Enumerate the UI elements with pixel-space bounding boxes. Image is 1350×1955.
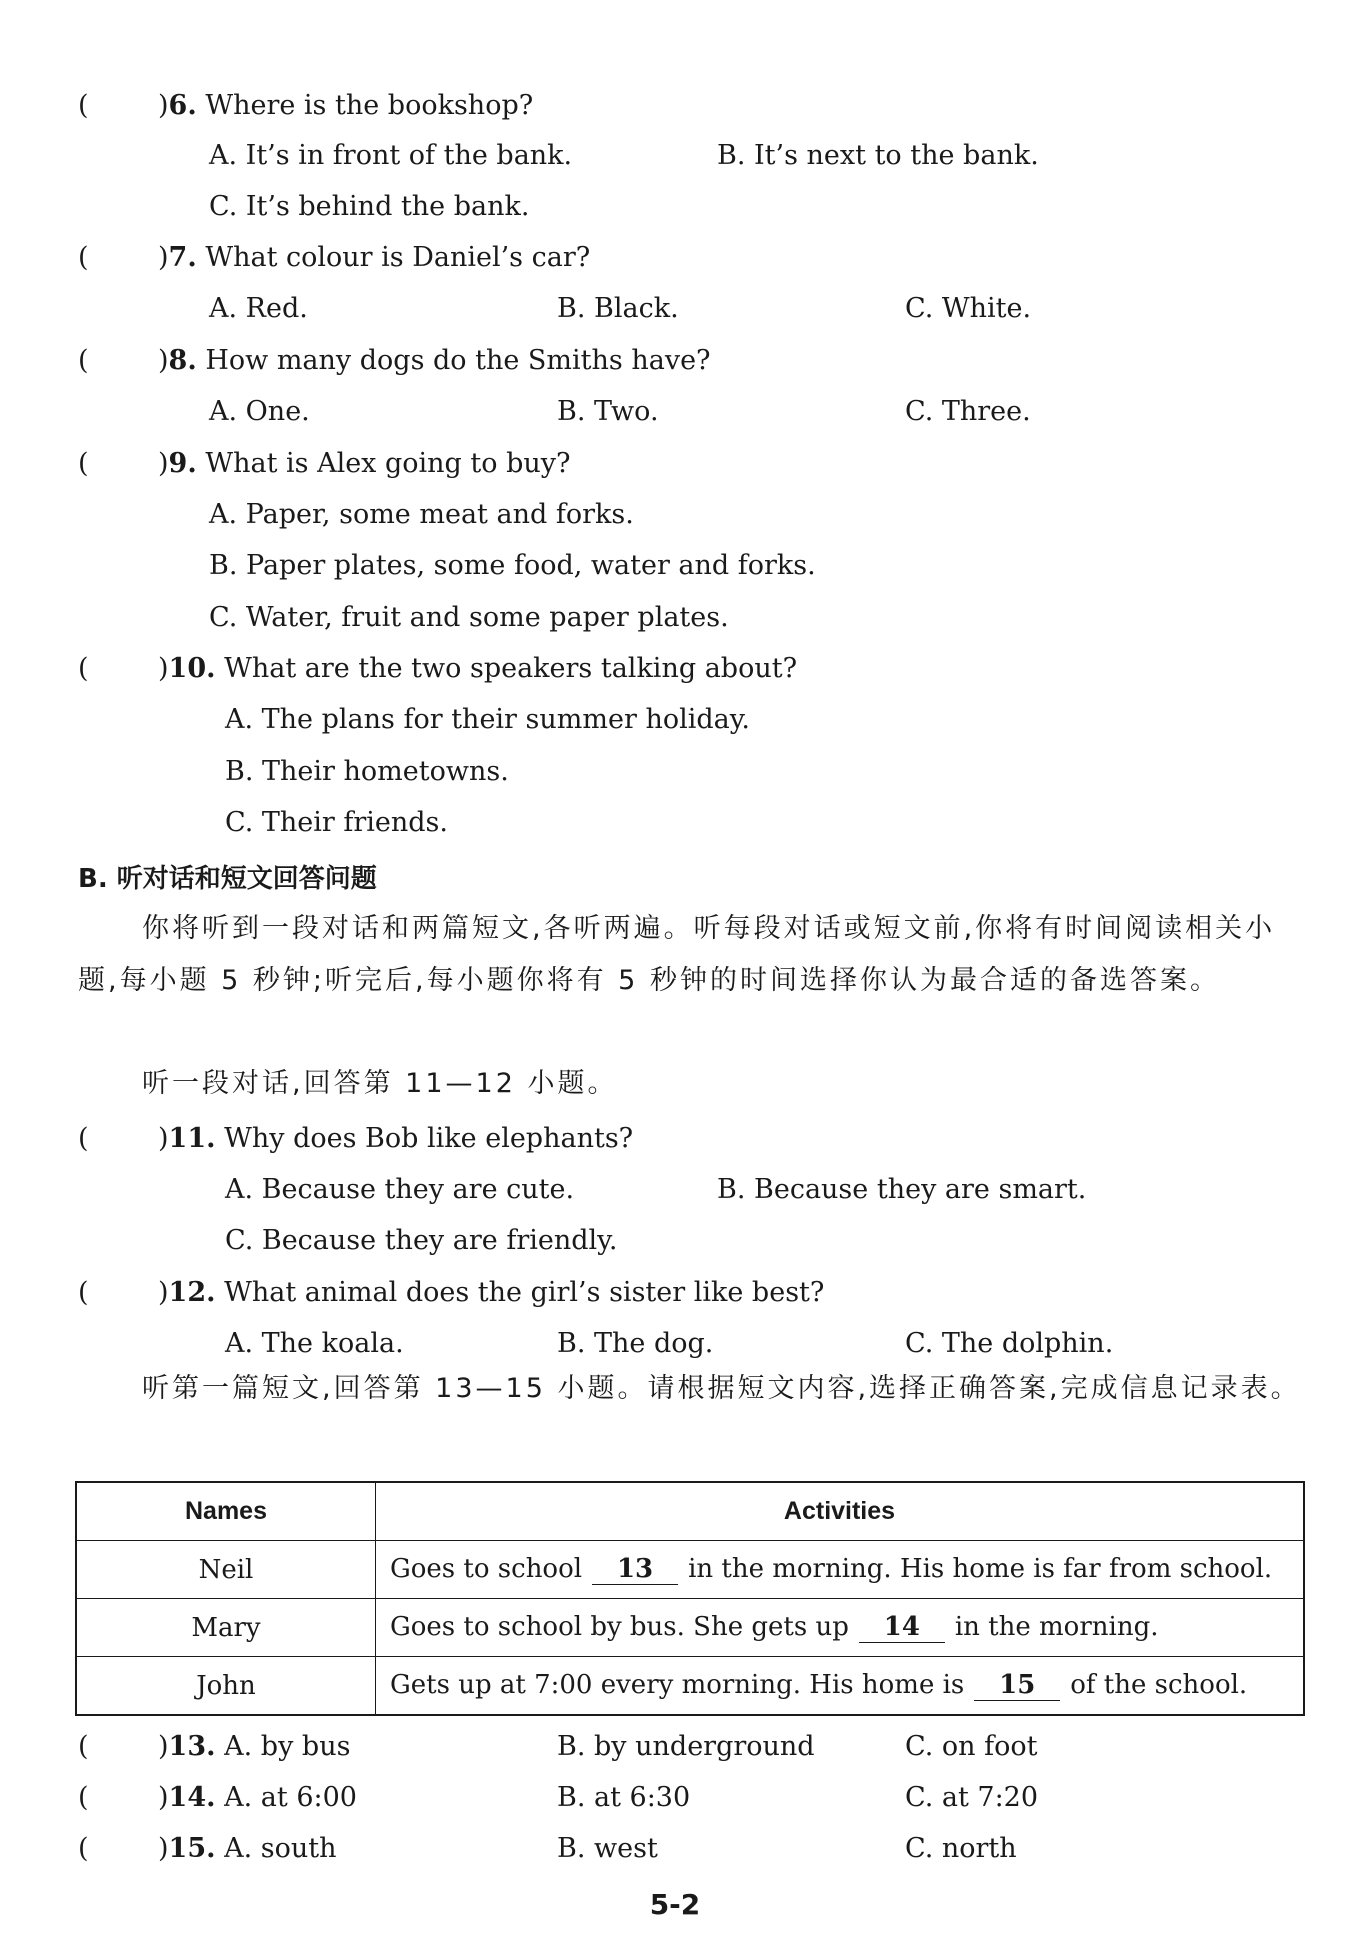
question-number: 11. bbox=[168, 1123, 216, 1154]
question-text: What animal does the girl’s sister like best? bbox=[224, 1277, 825, 1308]
option: A. at 6:00 bbox=[224, 1782, 357, 1813]
name-cell: John bbox=[76, 1657, 376, 1716]
answer-paren-open: ( bbox=[78, 1731, 89, 1762]
question-14: )14. A. at 6:00 bbox=[158, 1782, 357, 1813]
table-row bbox=[76, 1657, 1304, 1716]
option: A. It’s in front of the bank. bbox=[209, 140, 573, 171]
page-number: 5-2 bbox=[649, 1888, 701, 1921]
option: A. south bbox=[224, 1833, 337, 1864]
column-header-activities: Activities bbox=[376, 1482, 1305, 1541]
question-text: What are the two speakers talking about? bbox=[224, 653, 798, 684]
option: C. on foot bbox=[905, 1731, 1038, 1762]
question-number: 12. bbox=[168, 1277, 216, 1308]
table-row bbox=[76, 1541, 1304, 1599]
name-cell: Mary bbox=[76, 1599, 376, 1657]
answer-paren-open: ( bbox=[78, 653, 89, 684]
option: C. The dolphin. bbox=[905, 1328, 1114, 1359]
option: B. The dog. bbox=[557, 1328, 714, 1359]
activity-cell: Goes to school by bus. She gets up 14 in the morning. bbox=[376, 1599, 1305, 1657]
answer-blank: 15 bbox=[974, 1670, 1060, 1701]
passage-intro: 听第一篇短文,回答第 13—15 小题。请根据短文内容,选择正确答案,完成信息记录表。 bbox=[142, 1373, 1301, 1404]
option: B. Their hometowns. bbox=[225, 756, 509, 787]
question-15: )15. A. south bbox=[158, 1833, 337, 1864]
answer-paren-open: ( bbox=[78, 1277, 89, 1308]
answer-paren-open: ( bbox=[78, 90, 89, 121]
question-text: How many dogs do the Smiths have? bbox=[205, 345, 711, 376]
answer-paren-open: ( bbox=[78, 1123, 89, 1154]
question-7: )7. What colour is Daniel’s car? bbox=[158, 242, 591, 273]
option: A. One. bbox=[209, 396, 310, 427]
option: B. Two. bbox=[557, 396, 659, 427]
option: A. The koala. bbox=[225, 1328, 404, 1359]
question-12: )12. What animal does the girl’s sister like best? bbox=[158, 1277, 825, 1308]
question-text: What colour is Daniel’s car? bbox=[205, 242, 591, 273]
question-10: )10. What are the two speakers talking about? bbox=[158, 653, 798, 684]
question-number: 13. bbox=[168, 1731, 216, 1762]
option: C. White. bbox=[905, 293, 1032, 324]
option: B. west bbox=[557, 1833, 658, 1864]
answer-paren-open: ( bbox=[78, 242, 89, 273]
question-9: )9. What is Alex going to buy? bbox=[158, 448, 571, 479]
option: B. It’s next to the bank. bbox=[717, 140, 1039, 171]
question-number: 14. bbox=[168, 1782, 216, 1813]
answer-blank: 14 bbox=[859, 1612, 945, 1643]
table-header-row bbox=[76, 1482, 1304, 1541]
option: A. Red. bbox=[209, 293, 308, 324]
option: C. Because they are friendly. bbox=[225, 1225, 618, 1256]
question-11: )11. Why does Bob like elephants? bbox=[158, 1123, 634, 1154]
answer-paren-open: ( bbox=[78, 1833, 89, 1864]
option: B. Paper plates, some food, water and forks. bbox=[209, 550, 816, 581]
option: A. Because they are cute. bbox=[225, 1174, 575, 1205]
question-13: )13. A. by bus bbox=[158, 1731, 351, 1762]
question-text: Why does Bob like elephants? bbox=[224, 1123, 634, 1154]
question-number: 9. bbox=[168, 448, 197, 479]
answer-paren-open: ( bbox=[78, 345, 89, 376]
answer-paren-open: ( bbox=[78, 448, 89, 479]
answer-paren-open: ( bbox=[78, 1782, 89, 1813]
question-text: What is Alex going to buy? bbox=[205, 448, 571, 479]
name-cell: Neil bbox=[76, 1541, 376, 1599]
answer-blank: 13 bbox=[592, 1554, 678, 1585]
activity-cell: Gets up at 7:00 every morning. His home is 15 of the school. bbox=[376, 1657, 1305, 1716]
option: B. Because they are smart. bbox=[717, 1174, 1087, 1205]
option: A. by bus bbox=[224, 1731, 351, 1762]
option: C. north bbox=[905, 1833, 1017, 1864]
question-8: )8. How many dogs do the Smiths have? bbox=[158, 345, 711, 376]
question-number: 15. bbox=[168, 1833, 216, 1864]
dialogue-intro: 听一段对话,回答第 11—12 小题。 bbox=[142, 1068, 618, 1099]
option: C. Their friends. bbox=[225, 807, 448, 838]
section-b-instruction: 你将听到一段对话和两篇短文,各听两遍。听每段对话或短文前,你将有时间阅读相关小题,每小题 5 秒钟;听完后,每小题你将有 5 秒钟的时间选择你认为最合适的备选答案。 bbox=[78, 913, 1276, 996]
question-number: 6. bbox=[168, 90, 197, 121]
section-b-title: B. 听对话和短文回答问题 bbox=[78, 864, 377, 894]
activity-cell: Goes to school 13 in the morning. His home is far from school. bbox=[376, 1541, 1305, 1599]
info-record-table bbox=[75, 1481, 1305, 1716]
column-header-names: Names bbox=[76, 1482, 376, 1541]
question-number: 8. bbox=[168, 345, 197, 376]
question-number: 7. bbox=[168, 242, 197, 273]
question-6: )6. Where is the bookshop? bbox=[158, 90, 534, 121]
question-text: Where is the bookshop? bbox=[205, 90, 534, 121]
question-number: 10. bbox=[168, 653, 216, 684]
option: B. Black. bbox=[557, 293, 679, 324]
option: A. The plans for their summer holiday. bbox=[225, 704, 751, 735]
option: B. by underground bbox=[557, 1731, 815, 1762]
option: C. Three. bbox=[905, 396, 1031, 427]
option: C. Water, fruit and some paper plates. bbox=[209, 602, 729, 633]
table-row bbox=[76, 1599, 1304, 1657]
option: C. It’s behind the bank. bbox=[209, 191, 530, 222]
option: C. at 7:20 bbox=[905, 1782, 1039, 1813]
option: B. at 6:30 bbox=[557, 1782, 691, 1813]
option: A. Paper, some meat and forks. bbox=[209, 499, 634, 530]
